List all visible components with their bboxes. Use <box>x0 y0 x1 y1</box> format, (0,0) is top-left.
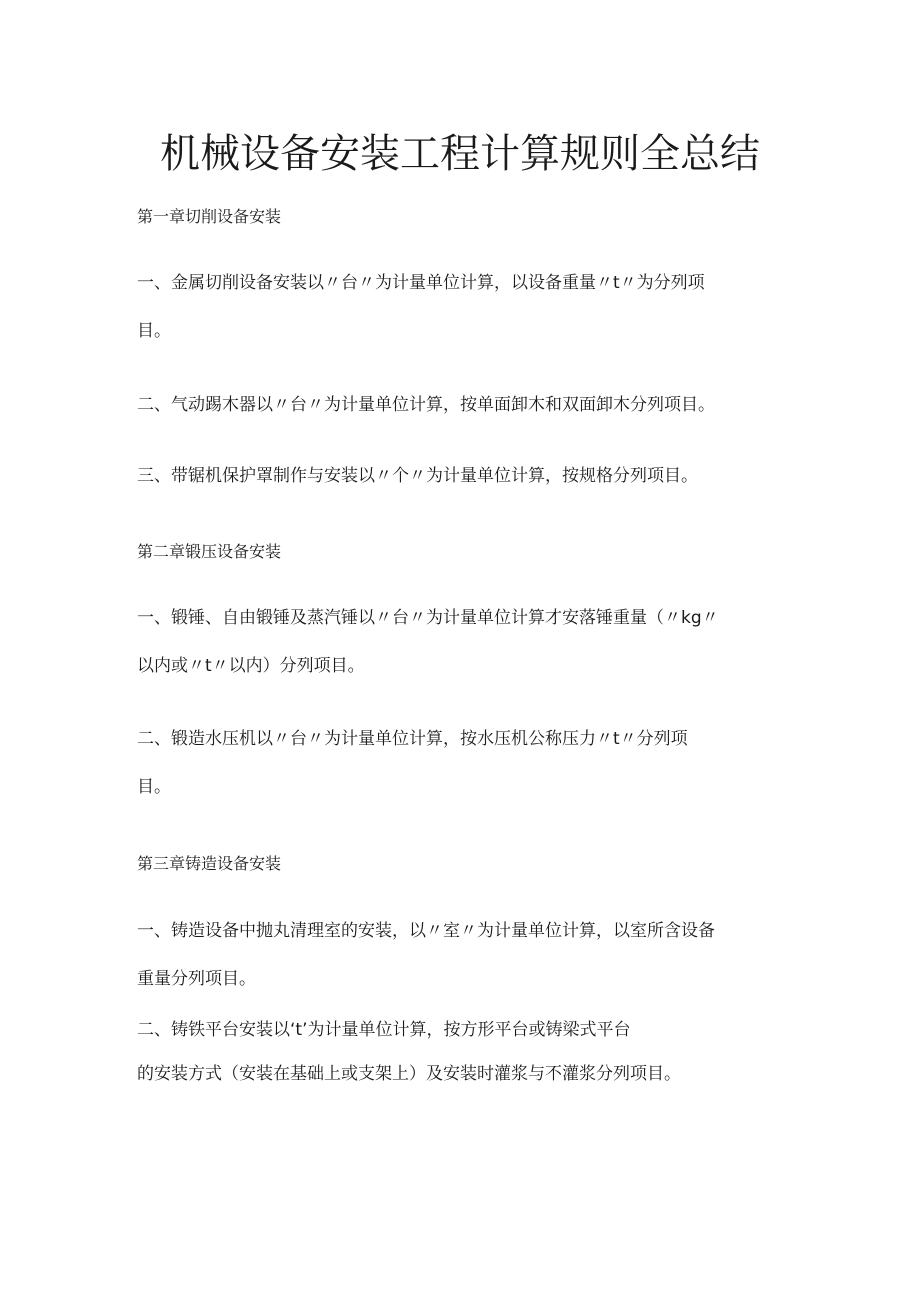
chapter-heading: 第一章切削设备安装 <box>137 207 282 226</box>
paragraph-line: 重量分列项目。 <box>137 969 256 989</box>
paragraph-line: 二、锻造水压机以〃台〃为计量单位计算，按水压机公称压力〃t〃分列项 <box>137 729 688 749</box>
paragraph-line: 一、铸造设备中抛丸清理室的安装，以〃室〃为计量单位计算，以室所含设备 <box>137 921 715 941</box>
paragraph <box>137 919 777 991</box>
paragraph-line: 三、带锯机保护罩制作与安装以〃个〃为计量单位计算，按规格分列项目。 <box>137 466 698 486</box>
paragraph <box>137 1018 777 1086</box>
paragraph-line: 的安装方式（安装在基础上或支架上）及安装时灌浆与不灌浆分列项目。 <box>137 1064 681 1084</box>
paragraph-line: 目。 <box>137 777 171 797</box>
paragraph-line: 目。 <box>137 321 171 341</box>
chapter-heading: 第二章锻压设备安装 <box>137 542 282 561</box>
paragraph-line: 一、锻锤、自由锻锤及蒸汽锤以〃台〃为计量单位计算才安落锤重量（〃kg〃 <box>137 608 719 628</box>
paragraph <box>137 271 777 343</box>
paragraph-line: 二、铸铁平台安装以‘t’为计量单位计算，按方形平台或铸梁式平台 <box>137 1020 631 1040</box>
chapter-heading: 第三章铸造设备安装 <box>137 854 282 873</box>
paragraph-line: 二、气动踢木器以〃台〃为计量单位计算，按单面卸木和双面卸木分列项目。 <box>137 395 715 415</box>
document-title: 机械设备安装工程计算规则全总结 <box>160 131 760 177</box>
paragraph <box>137 393 777 417</box>
paragraph <box>137 606 777 678</box>
paragraph <box>137 464 777 488</box>
paragraph-line: 一、金属切削设备安装以〃台〃为计量单位计算，以设备重量〃t〃为分列项 <box>137 273 705 293</box>
paragraph-line: 以内或〃t〃以内）分列项目。 <box>137 656 365 676</box>
paragraph <box>137 727 777 799</box>
